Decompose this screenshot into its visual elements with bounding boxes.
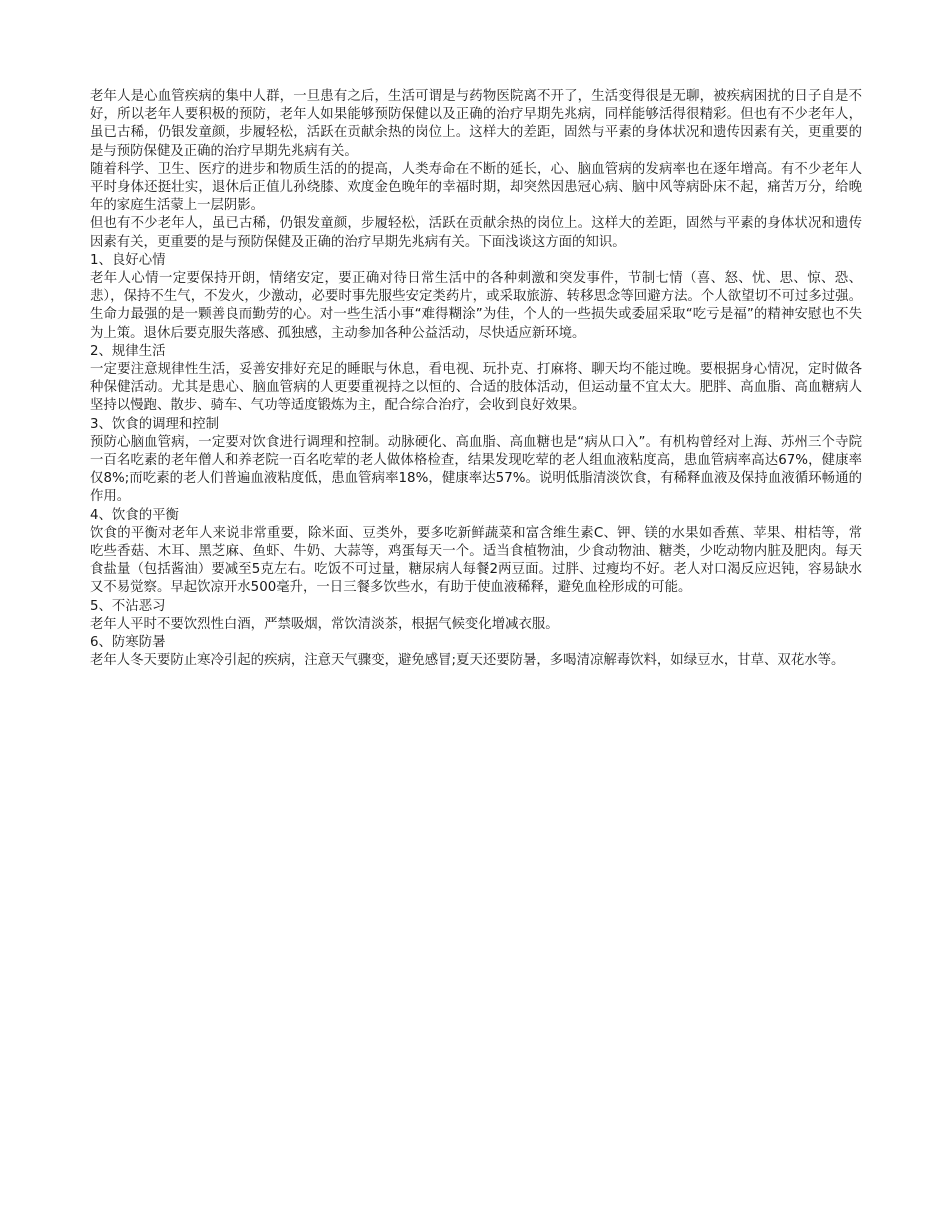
section-body: 老年人平时不要饮烈性白酒，严禁吸烟，常饮清淡茶，根据气候变化增减衣服。 [90, 616, 559, 632]
intro-paragraph-1: 老年人是心血管疾病的集中人群，一旦患有之后，生活可谓是与药物医院离不开了，生活变得很是无聊，被疾病困扰的日子自是不好，所以老年人要积极的预防，老年人如果能够预防保健以及正确的治疗早期先兆病，同样能够活得很精彩。但也有不少老年人，虽已古稀，仍银发童颜，步履轻松，活跃在贡献余热的岗位上。这样大的差距，固然与平素的身体状况和遗传因素有关，更重要的是与预防保健及正确的治疗早期先兆病有关。 [90, 89, 862, 159]
section-diet-balance [90, 507, 862, 598]
section-regular-life [90, 343, 862, 416]
section-body: 老年人冬天要防止寒冷引起的疾病，注意天气骤变，避免感冒;夏天还要防暑，多喝清凉解毒饮料，如绿豆水，甘草、双花水等。 [90, 653, 845, 669]
section-heading: 5、不沾恶习 [90, 598, 166, 614]
section-body: 一定要注意规律性生活，妥善安排好充足的睡眠与休息，看电视、玩扑克、打麻将、聊天均不能过晚。要根据身心情况，定时做各种保健活动。尤其是患心、脑血管病的人更要重视持之以恒的、合适的肢体活动，但运动量不宜太大。肥胖、高血脂、高血糖病人坚持以慢跑、散步、骑车、气功等适度锻炼为主，配合综合治疗，会收到良好效果。 [90, 362, 862, 414]
section-cold-heat-protection [90, 634, 862, 670]
section-body: 饮食的平衡对老年人来说非常重要，除米面、豆类外，要多吃新鲜蔬菜和富含维生素C、钾、镁的水果如香蕉、苹果、柑桔等，常吃些香菇、木耳、黑芝麻、鱼虾、牛奶、大蒜等，鸡蛋每天一个。适当食植物油，少食动物油、糖类，少吃动物内脏及肥肉。每天食盐量（包括酱油）要减至5克左右。吃饭不可过量，糖尿病人每餐2两豆面。过胖、过瘦均不好。老人对口渴反应迟钝，容易缺水又不易觉察。早起饮凉开水500毫升，一日三餐多饮些水，有助于使血液稀释，避免血栓形成的可能。 [90, 525, 862, 596]
intro-paragraph-2: 随着科学、卫生、医疗的进步和物质生活的的提高，人类寿命在不断的延长，心、脑血管病的发病率也在逐年增高。有不少老年人平时身体还挺壮实，退休后正值儿孙绕膝、欢度金色晚年的幸福时期，却突然因患冠心病、脑中风等病卧床不起，痛苦万分，给晚年的家庭生活蒙上一层阴影。 [90, 161, 862, 214]
section-heading: 1、良好心情 [90, 252, 166, 268]
section-no-bad-habits [90, 598, 862, 634]
section-diet-control [90, 416, 862, 507]
section-heading: 4、饮食的平衡 [90, 507, 179, 523]
document-body [90, 88, 862, 671]
section-good-mood [90, 252, 862, 343]
section-heading: 2、规律生活 [90, 343, 166, 359]
section-heading: 6、防寒防暑 [90, 635, 166, 651]
section-heading: 3、饮食的调理和控制 [90, 416, 220, 432]
intro-paragraph-3: 但也有不少老年人，虽已古稀，仍银发童颜，步履轻松，活跃在贡献余热的岗位上。这样大的差距，固然与平素的身体状况和遗传因素有关，更重要的是与预防保健及正确的治疗早期先兆病有关。下面浅谈这方面的知识。 [90, 216, 862, 250]
section-body: 预防心脑血管病，一定要对饮食进行调理和控制。动脉硬化、高血脂、高血糖也是“病从口入”。有机构曾经对上海、苏州三个寺院一百名吃素的老年僧人和养老院一百名吃荤的老人做体格检查，结果发现吃荤的老人组血液粘度高，患血管病率高达67%，健康率仅8%;而吃素的老人们普遍血液粘度低，患血管病率18%，健康率达57%。说明低脂清淡饮食，有稀释血液及保持血液循环畅通的作用。 [90, 434, 862, 505]
section-body: 老年人心情一定要保持开朗，情绪安定，要正确对待日常生活中的各种刺激和突发事件，节制七情（喜、怒、忧、思、惊、恐、悲），保持不生气，不发火，少激动，必要时事先服些安定类药片，或采取旅游、转移思念等回避方法。个人欲望切不可过多过强。生命力最强的是一颗善良而勤劳的心。对一些生活小事“难得糊涂”为佳，个人的一些损失或委屈采取“吃亏是福”的精神安慰也不失为上策。退休后要克服失落感、孤独感，主动参加各种公益活动，尽快适应新环境。 [90, 271, 862, 341]
